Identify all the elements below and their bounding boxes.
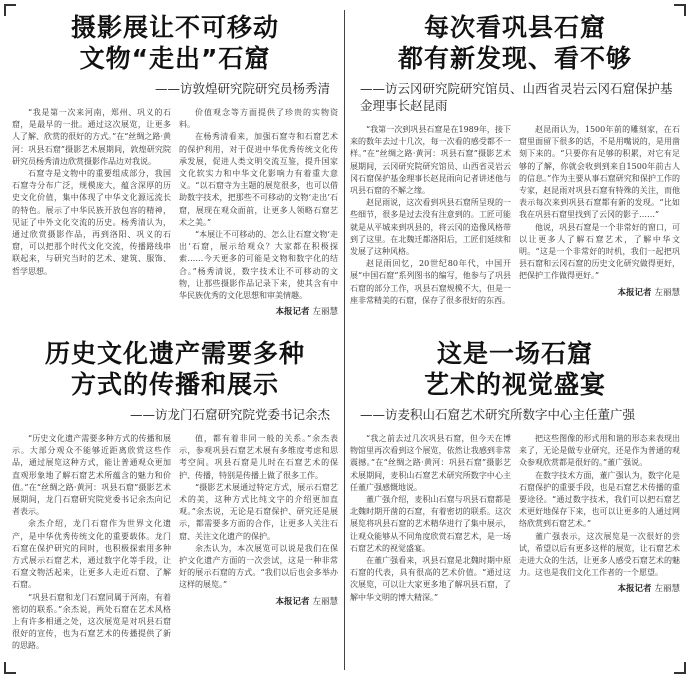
byline: 本报记者 左丽慧 — [617, 287, 680, 298]
article-headline: 摄影展让不可移动 文物“走出”石窟 — [70, 13, 279, 73]
body-column: 价值观念等方面提供了珍贵的实物资料。 在杨秀清看来，加强石窟寺和石窟艺术的保护利用，对于促进中华优秀传统文化传承发展，促进人类文明交流互鉴，提升国家文化软实力和中华文化影响力有着重大意义。“以石窟寺为主题的展览很多，也可以借助数字技术，把那些不可移动的文物‘走出’石窟，展现在观众面前，让更多人领略石窟艺术之美。” “本展让不可移动的、怎么让石窟文物‘走出’石窟，展示给观众？大家都在积极探索……今天更多的可能是文物和数字化的结合。”杨秀清说，数字技术让不可移动的文物，让那些摄影作品记录下来，使其含有中华民族优秀的文化思想和审美情趣。 本报记者 左丽慧 — [179, 108, 338, 318]
body-column: 值，都有着非同一般的关系。”余杰表示，参观巩县石窟艺术展有多维度考虑和思考空间。巩县石窟是儿时在石窟艺术的保护、传播，特别是传播上做了很多工作。 “摄影艺术展通过特定方式，展示石窟艺术的美，这种方式比纯文字的介绍更加直观。”余杰说，无论是石窟保护、研究还是展示，都需要多方面的合作，让更多人关注石窟、关注文化遗产的保护。 余杰认为，本次展览可以说是我们在保护文化遗产方面的一次尝试，这是一种非常好的展示石窟的方式。“我们以后也会多举办这样的展览。” 本报记者 左丽慧 — [179, 434, 338, 607]
article-subhead: ——访龙门石窟研究院党委书记余杰 — [129, 407, 330, 422]
article-subhead: ——访麦积山石窟艺术研究所数字中心主任董广强 — [360, 407, 636, 422]
article-body — [12, 433, 338, 653]
body-column: “我是第一次来河南，郑州、巩义的石窟，是最早的一批。通过这次展览，让更多人了解、欣赏的很好的方式。”在“丝绸之路·黄河：巩县石窟”摄影艺术展期间，敦煌研究院研究员杨秀清边欣赏摄影作品边对我说。 石窟寺是文物中的重要组成部分，我国石窟寺分布广泛，规模庞大，蕴含深厚的历史文化价值，集中体现了中华文化源远流长的特色。展示了中华民族开放包容的精神，见证了中外文化交流的历史。杨秀清认为，通过欣赏摄影作品，再到洛阳、巩义的石窟，可以把那个时代文化交流，传播路线串联起来，与研究当时的艺术、建筑、服饰、哲学思想。 — [12, 108, 171, 276]
byline: 本报记者 左丽慧 — [617, 584, 680, 595]
body-column: 赵昆雨认为，1500年前的雕刻家，在石窟里面留下很多的话，不是用嘴说的，是用凿刻下来的。“只要你有足够的积累，对它有足够的了解，你就会收到到来自1500年前古人的信息。”作为主要从事石窟研究和保护工作的专家，赵昆雨对巩县石窟有特殊的关注，而他表示每次来到巩县石窟都有新的发现。“比如我在巩县石窟里找到了云冈的影子……” 他说，巩县石窟是一个非常好的窗口，可以让更多人了解石窟艺术，了解中华文明。“这是一个非常好的时机，我们一起把巩县石窟和云冈石窟的历史文化研究做得更好，把保护工作做得更好。” 本报记者 左丽慧 — [519, 125, 680, 298]
body-column: “我之前去过几次巩县石窟，但今天在博物馆里再次看到这个展览，依然让我感到非常震撼。”在“丝绸之路·黄河：巩县石窟”摄影艺术展期间，麦积山石窟艺术研究所数字中心主任董广强感慨地说。 董广强介绍，麦积山石窟与巩县石窟都是北魏时期开凿的石窟，有着密切的联系。这次展览将巩县石窟的艺术精华进行了集中展示，让观众能够从不同角度欣赏石窟艺术，是一场石窟艺术的视觉盛宴。 在董广强看来，巩县石窟是北魏时期中原石窟的代表，具有很高的艺术价值。“通过这次展览，可以让大家更多地了解巩县石窟，了解中华文明的博大精深。” — [350, 434, 511, 602]
article-body — [350, 433, 680, 604]
center-divider — [344, 10, 345, 670]
byline: 本报记者 左丽慧 — [275, 307, 338, 318]
article-headline: 历史文化遗产需要多种 方式的传播和展示 — [44, 339, 305, 399]
body-column: “我第一次到巩县石窟是在1989年，接下来的数年去过十几次，每一次看的感受都不一样。”在“丝绸之路·黄河：巩县石窟”摄影艺术展期间，云冈研究院研究馆员、山西省灵岩云冈石窟保护基金理事长赵昆雨向记者讲述他与巩县石窟的不解之缘。 赵昆雨说，这次看到巩县石窟所呈现的一些细节，很多是过去没有注意到的。工匠可能就是从平城来到巩县的，将云冈的造像风格带到了这里。在北魏迁都洛阳后，工匠们延续和发展了这种风格。 赵昆雨回忆，20世纪80年代，中国开展“中国石窟”系列图书的编写，他参与了巩县石窟的部分工作，巩县石窟规模不大，但是一座非常精美的石窟，保存了很多很好的东西。 — [350, 125, 511, 305]
article-yang-xiuqing — [12, 12, 338, 318]
article-headline: 这是一场石窟 艺术的视觉盛宴 — [423, 339, 606, 399]
article-headline: 每次看巩县石窟 都有新发现、看不够 — [397, 13, 632, 73]
article-subhead: ——访敦煌研究院研究员杨秀清 — [154, 81, 330, 96]
article-body — [12, 107, 338, 318]
article-zhao-kunyu — [350, 12, 680, 312]
article-dong-guangqiang — [350, 338, 680, 670]
body-column: “历史文化遗产需要多种方式的传播和展示。大部分观众不能够近距离欣赏这些作品，通过展览这种方式，能让普通观众更加直观形象地了解石窟艺术所蕴含的魅力和价值。”在“丝绸之路·黄河：巩县石窟”摄影艺术展期间，龙门石窟研究院党委书记余杰向记者表示。 余杰介绍，龙门石窟作为世界文化遗产，是中华优秀传统文化的重要载体。龙门石窟在保护研究的同时，也积极探索用多种方式展示石窟艺术，通过数字化等手段，让石窟文物活起来，让更多人走近石窟、了解石窟。 “巩县石窟和龙门石窟同属于河南，有着密切的联系。”余杰说，两处石窟在艺术风格上有许多相通之处，这次展览是对巩县石窟很好的宣传，也为石窟艺术的传播提供了新的思路。 — [12, 434, 171, 651]
body-column: 把这些图像的形式用和谐的形态来表现出来了，无论是做专业研究，还是作为普通的观众参观欣赏都是很好的。”董广强说。 在数字技术方面，董广强认为，数字化是石窟保护的重要手段，也是石窟艺术传播的重要途径。“通过数字技术，我们可以把石窟艺术更好地保存下来，也可以让更多的人通过网络欣赏到石窟艺术。” 董广强表示，这次展览是一次很好的尝试，希望以后有更多这样的展览，让石窟艺术走进大众的生活，让更多人感受石窟艺术的魅力。这也是我们文化工作者的一个愿望。 本报记者 左丽慧 — [519, 434, 680, 595]
byline: 本报记者 左丽慧 — [275, 596, 338, 607]
article-subhead: ——访云冈研究院研究馆员、山西省灵岩云冈石窟保护基金理事长赵昆雨 — [360, 81, 673, 113]
article-body — [350, 124, 680, 307]
article-yu-jie — [12, 338, 338, 670]
